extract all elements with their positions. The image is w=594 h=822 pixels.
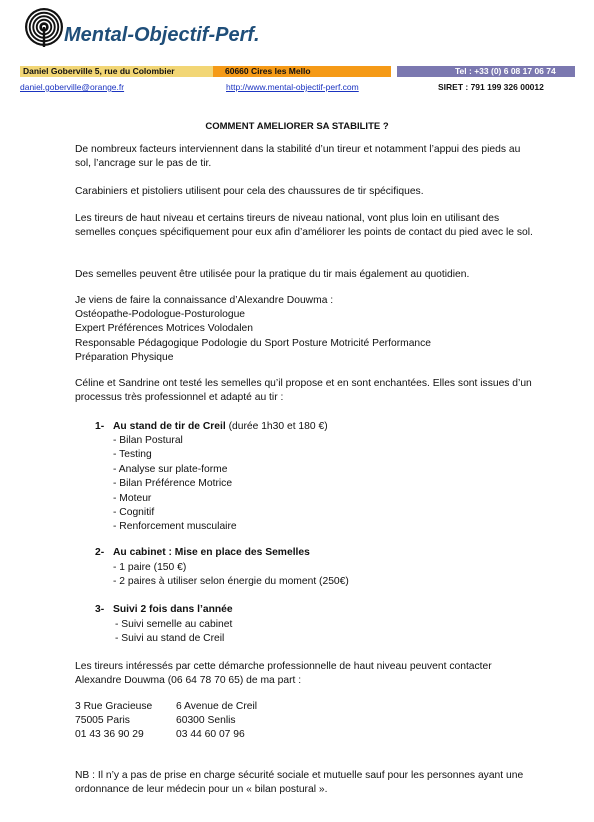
list-item: - 1 paire (150 €) [113,561,349,575]
practitioner-intro [75,294,431,365]
intro-line: Expert Préférences Motrices Volodalen [75,323,253,335]
section-title-text: Suivi 2 fois dans l’année [113,604,233,615]
address-line: 60300 Senlis [176,715,236,727]
paragraph-1: De nombreux facteurs interviennent dans la stabilité d’un tireur et notamment l’appui des pieds au sol, l’ancrage sur le pas de tir. [75,144,521,170]
intro-line: Responsable Pédagogique Podologie du Sport Posture Motricité Performance [75,337,432,349]
website-link[interactable]: http://www.mental-objectif-perf.com [226,82,359,92]
section-items [113,561,349,590]
paragraph-6: Les tireurs intéressés par cette démarche professionnelle de haut niveau peuvent contacter Alexandre Douwma (06 64 78 70 65) de ma part : [75,661,492,687]
address-line: 01 43 36 90 29 [75,729,144,741]
list-item: - Bilan Préférence Motrice [113,477,237,491]
address-senlis [176,700,257,743]
section-title [113,421,328,432]
list-item: - 2 paires à utiliser selon énergie du moment (250€) [113,575,349,589]
section-number: 3- [95,604,105,615]
intro-line: Je viens de faire la connaissance d’Alexandre Douwma : [75,295,334,306]
intro-line: Ostéopathe-Podologue-Posturologue [75,309,246,321]
address-line: 03 44 60 07 96 [176,729,245,741]
email-link[interactable]: daniel.goberville@orange.fr [20,82,125,92]
list-item: - Bilan Postural [113,434,237,448]
document-title: COMMENT AMELIORER SA STABILITE ? [205,121,389,132]
section-number: 1- [95,421,105,432]
list-item: - Moteur [113,492,237,506]
list-item: - Analyse sur plate-forme [113,463,237,477]
section-title [113,604,233,615]
address-line: 3 Rue Gracieuse [75,701,153,712]
section-title [113,547,310,558]
section-title-text: Au cabinet : Mise en place des Semelles [113,547,310,558]
spiral-logo-icon [24,7,64,47]
city: 60660 Cires les Mello [213,66,391,77]
brand-name: Mental-Objectif-Perf. [64,24,260,46]
paragraph-4: Des semelles peuvent être utilisée pour la pratique du tir mais également au quotidien. [75,269,470,280]
intro-line: Préparation Physique [75,351,174,363]
paragraph-5: Céline et Sandrine ont testé les semelles qu’il propose et en sont enchantées. Elles sont issues d’un processus très professionnel et adapté au tir : [75,378,532,404]
name-address: Daniel Goberville 5, rue du Colombier [20,66,213,77]
phone: Tel : +33 (0) 6 08 17 06 74 [397,66,575,77]
address-line: 6 Avenue de Creil [176,701,258,712]
section-items [115,618,232,647]
paragraph-2: Carabiniers et pistoliers utilisent pour cela des chaussures de tir spécifiques. [75,186,424,197]
list-item: - Suivi semelle au cabinet [115,618,232,632]
list-item: - Renforcement musculaire [113,520,237,534]
list-item: - Suivi au stand de Creil [115,632,232,646]
section-note: (durée 1h30 et 180 €) [225,421,328,432]
section-items [113,434,237,535]
contact-band [20,66,575,77]
list-item: - Cognitif [113,506,237,520]
section-title-text: Au stand de tir de Creil [113,421,226,432]
paragraph-3: Les tireurs de haut niveau et certains tireurs de niveau national, vont plus loin en utilisant des semelles conçues spécifiquement pour eux afin d’améliorer les points de contact du pied avec le sol. [75,213,533,239]
nb-note: NB : Il n’y a pas de prise en charge sécurité sociale et mutuelle sauf pour les personnes ayant une ordonnance de leur médecin pour un « bilan postural ». [75,770,524,796]
section-number: 2- [95,547,105,558]
siret-number: SIRET : 791 199 326 00012 [438,82,544,92]
list-item: - Testing [113,448,237,462]
address-paris [75,700,152,743]
address-line: 75005 Paris [75,715,130,727]
